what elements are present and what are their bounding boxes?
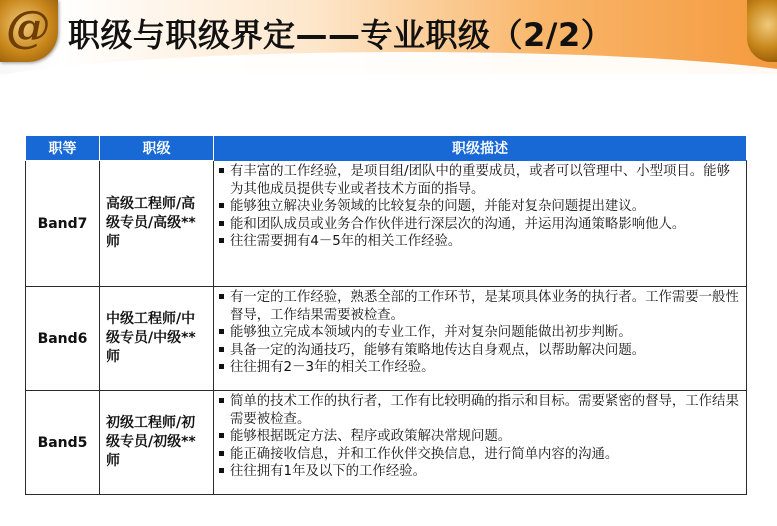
level-cell: 初级工程师/初级专员/初级**师 xyxy=(100,391,214,495)
job-level-table xyxy=(25,135,747,495)
description-item: 能够独立解决业务领域的比较复杂的问题，并能对复杂问题提出建议。 xyxy=(218,198,740,216)
company-logo: @ xyxy=(0,0,58,62)
page-title: 职级与职级界定——专业职级（2/2） xyxy=(68,16,614,54)
column-header-band: 职等 xyxy=(26,136,100,161)
table-row xyxy=(26,391,747,495)
description-item: 往往拥有2－3年的相关工作经验。 xyxy=(218,359,740,377)
description-item: 能和团队成员或业务合作伙伴进行深层次的沟通，并运用沟通策略影响他人。 xyxy=(218,216,740,234)
band-cell: Band7 xyxy=(26,161,100,287)
level-cell: 中级工程师/中级专员/中级**师 xyxy=(100,287,214,391)
description-list xyxy=(218,393,740,481)
description-cell xyxy=(214,287,747,391)
level-cell: 高级工程师/高级专员/高级**师 xyxy=(100,161,214,287)
description-list xyxy=(218,289,740,377)
band-cell: Band5 xyxy=(26,391,100,495)
table-header-row xyxy=(26,136,747,161)
description-item: 简单的技术工作的执行者，工作有比较明确的指示和目标。需要紧密的督导，工作结果需要被检查。 xyxy=(218,393,740,428)
description-item: 往往拥有1年及以下的工作经验。 xyxy=(218,463,740,481)
description-item: 有一定的工作经验，熟悉全部的工作环节，是某项具体业务的执行者。工作需要一般性督导，工作结果需要被检查。 xyxy=(218,289,740,324)
description-item: 能正确接收信息，并和工作伙伴交换信息，进行简单内容的沟通。 xyxy=(218,446,740,464)
description-list xyxy=(218,163,740,251)
table-row xyxy=(26,287,747,391)
description-item: 往往需要拥有4－5年的相关工作经验。 xyxy=(218,233,740,251)
corner-decoration xyxy=(747,0,777,62)
job-level-table-wrap xyxy=(25,135,746,495)
column-header-description: 职级描述 xyxy=(214,136,747,161)
description-item: 有丰富的工作经验，是项目组/团队中的重要成员，或者可以管理中、小型项目。能够为其他成员提供专业或者技术方面的指导。 xyxy=(218,163,740,198)
table-row xyxy=(26,161,747,287)
column-header-level: 职级 xyxy=(100,136,214,161)
description-cell xyxy=(214,161,747,287)
description-item: 能够根据既定方法、程序或政策解决常规问题。 xyxy=(218,428,740,446)
description-item: 能够独立完成本领域内的专业工作，并对复杂问题能做出初步判断。 xyxy=(218,324,740,342)
band-cell: Band6 xyxy=(26,287,100,391)
description-cell xyxy=(214,391,747,495)
description-item: 具备一定的沟通技巧，能够有策略地传达自身观点，以帮助解决问题。 xyxy=(218,342,740,360)
